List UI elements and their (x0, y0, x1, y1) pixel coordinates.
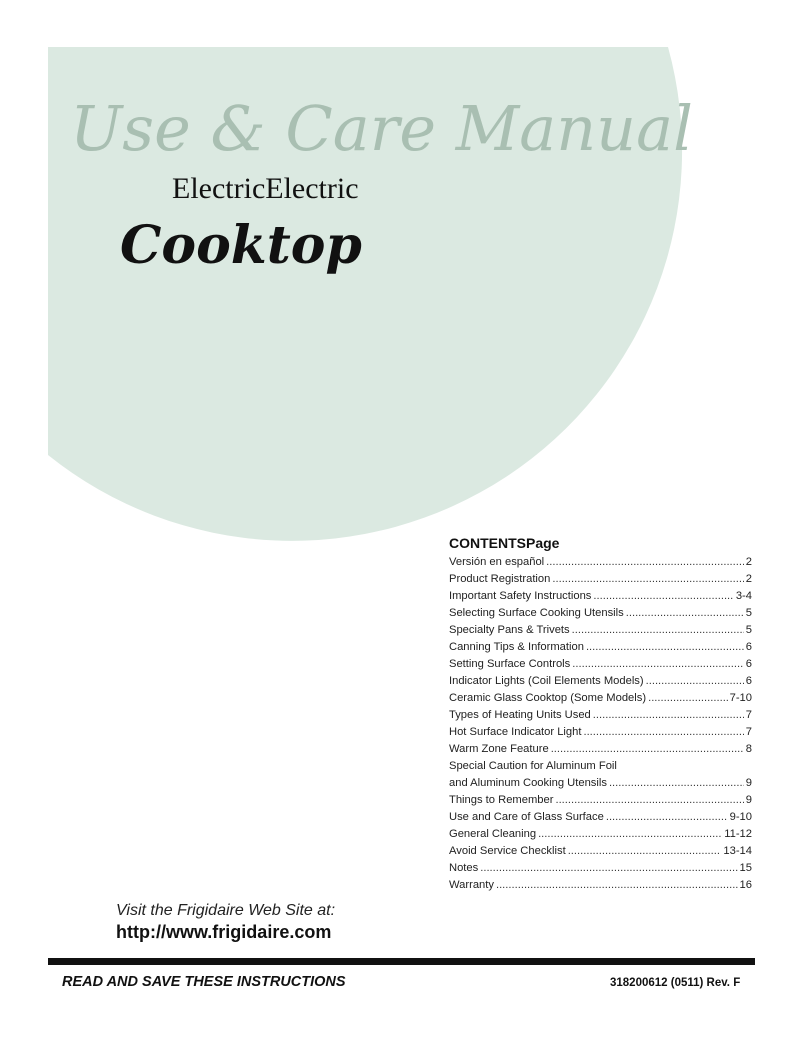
website-prompt: Visit the Frigidaire Web Site at: (116, 902, 336, 919)
toc-leader-dots (572, 622, 744, 639)
toc-entry-page: 8 (745, 743, 752, 755)
toc-entry-label: Notes (449, 862, 479, 874)
toc-entry-label: Important Safety Instructions (449, 590, 592, 602)
toc-entry (449, 724, 752, 741)
toc-entry-label: Hot Surface Indicator Light (449, 726, 582, 738)
toc-entry-label: Things to Remember (449, 794, 554, 806)
toc-leader-dots (572, 656, 744, 673)
toc-entry-label: Product Registration (449, 573, 551, 585)
toc-leader-dots (593, 707, 744, 724)
toc-leader-dots (551, 741, 744, 758)
toc-entry (449, 554, 752, 571)
toc-leader-dots (648, 690, 728, 707)
toc-entry-page: 6 (745, 641, 752, 653)
toc-entry-page: 7-10 (729, 692, 752, 704)
toc-entry (449, 826, 752, 843)
toc-entry-label: Special Caution for Aluminum Foil (449, 760, 617, 772)
toc-entry-page: 9-10 (729, 811, 752, 823)
toc-entry (449, 588, 752, 605)
toc-entry-label: Warm Zone Feature (449, 743, 549, 755)
toc-entry-label: Setting Surface Controls (449, 658, 571, 670)
toc-entry-page: 2 (745, 556, 752, 568)
toc-entry-page: 2 (745, 573, 752, 585)
toc-entry (449, 775, 752, 792)
toc-entry-page: 9 (745, 794, 752, 806)
toc-leader-dots (606, 809, 728, 826)
toc-entry (449, 758, 752, 775)
toc-entry (449, 639, 752, 656)
toc-entry (449, 571, 752, 588)
toc-entry-label: Avoid Service Checklist (449, 845, 566, 857)
toc-entry (449, 605, 752, 622)
toc-entry-label: General Cleaning (449, 828, 537, 840)
toc-list (449, 554, 752, 894)
document-number: 318200612 (0511) Rev. F (610, 977, 741, 989)
toc-entry-label: Warranty (449, 879, 494, 891)
footer-instruction: READ AND SAVE THESE INSTRUCTIONS (62, 974, 346, 990)
toc-entry (449, 741, 752, 758)
toc-entry-label: Use and Care of Glass Surface (449, 811, 604, 823)
toc-entry (449, 707, 752, 724)
toc-entry-label: Indicator Lights (Coil Elements Models) (449, 675, 644, 687)
toc-entry-label: Selecting Surface Cooking Utensils (449, 607, 624, 619)
table-of-contents (449, 535, 752, 894)
toc-leader-dots (593, 588, 733, 605)
toc-leader-dots (646, 673, 744, 690)
toc-entry-page: 3-4 (735, 590, 752, 602)
toc-leader-dots (538, 826, 722, 843)
toc-entry-page: 16 (739, 879, 752, 891)
product-subtitle: ElectricElectric (172, 172, 359, 205)
toc-entry-label: Canning Tips & Information (449, 641, 584, 653)
toc-entry (449, 877, 752, 894)
toc-leader-dots (586, 639, 744, 656)
toc-leader-dots (583, 724, 743, 741)
toc-entry-label: Versión en español (449, 556, 545, 568)
toc-entry-label: Specialty Pans & Trivets (449, 624, 570, 636)
toc-entry (449, 860, 752, 877)
toc-entry-page: 11-12 (724, 828, 752, 840)
toc-entry-page: 9 (745, 777, 752, 789)
toc-entry-label: and Aluminum Cooking Utensils (449, 777, 607, 789)
toc-entry-label: Types of Heating Units Used (449, 709, 591, 721)
website-url[interactable]: http://www.frigidaire.com (116, 922, 332, 942)
toc-leader-dots (609, 775, 744, 792)
toc-leader-dots (496, 877, 738, 894)
toc-entry-page: 13-14 (723, 845, 752, 857)
toc-entry (449, 843, 752, 860)
toc-entry-page: 7 (745, 709, 752, 721)
toc-leader-dots (555, 792, 743, 809)
manual-title: Use & Care Manual (70, 92, 693, 165)
toc-entry (449, 656, 752, 673)
toc-leader-dots (568, 843, 722, 860)
toc-entry-page: 5 (745, 607, 752, 619)
toc-entry (449, 673, 752, 690)
toc-entry-label: Ceramic Glass Cooktop (Some Models) (449, 692, 647, 704)
toc-leader-dots (626, 605, 744, 622)
toc-leader-dots (480, 860, 737, 877)
toc-entry (449, 690, 752, 707)
footer-divider (48, 958, 755, 965)
toc-entry (449, 622, 752, 639)
toc-entry (449, 792, 752, 809)
toc-entry-page: 15 (739, 862, 752, 874)
toc-leader-dots (552, 571, 743, 588)
toc-leader-dots (546, 554, 744, 571)
product-name: Cooktop (120, 215, 362, 276)
toc-entry-page: 6 (745, 675, 752, 687)
toc-entry-page: 7 (745, 726, 752, 738)
toc-entry-page: 6 (745, 658, 752, 670)
toc-entry (449, 809, 752, 826)
toc-entry-page: 5 (745, 624, 752, 636)
contents-heading: CONTENTSPage (449, 535, 560, 551)
